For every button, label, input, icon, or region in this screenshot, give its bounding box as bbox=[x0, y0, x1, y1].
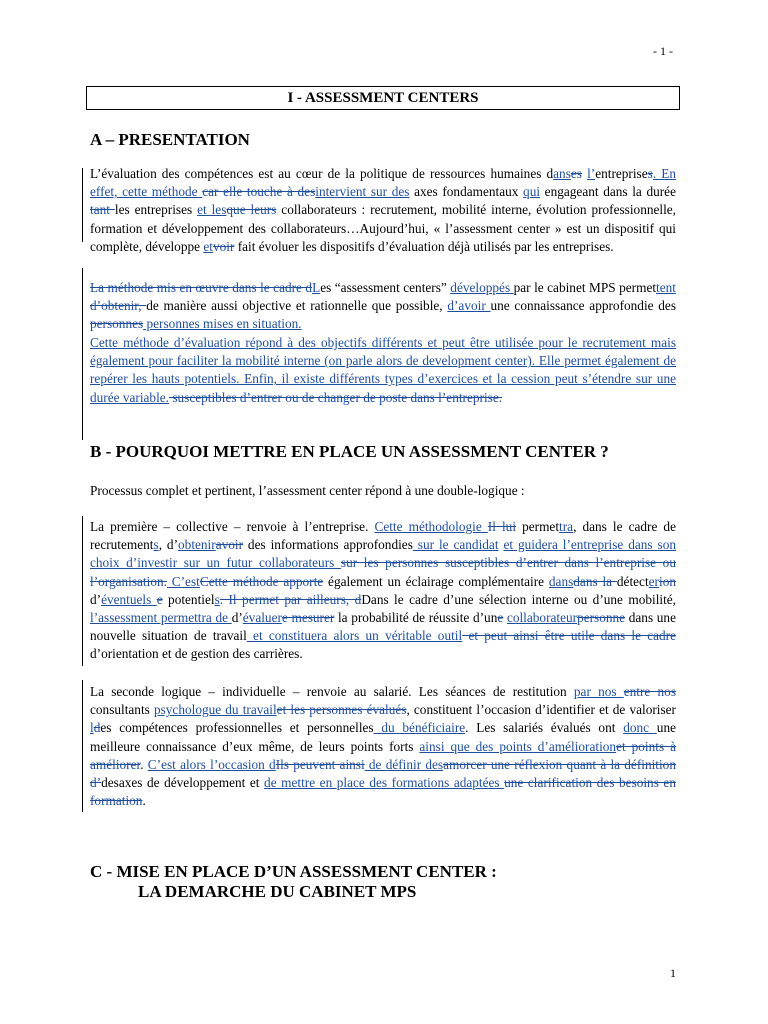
inserted-text: et les bbox=[197, 202, 227, 218]
document-title: I - ASSESSMENT CENTERS bbox=[86, 86, 680, 110]
text-run: axes fondamentaux bbox=[409, 184, 524, 200]
inserted-text: C’est alors l’occasion d bbox=[147, 756, 276, 772]
deleted-text: et peut ainsi être utile dans le cadre bbox=[462, 628, 676, 644]
text-run: es compétences professionnelles et personnelles bbox=[100, 720, 374, 736]
text-run: d’ bbox=[231, 610, 243, 626]
inserted-text: et guidera l’entreprise dans son choix d’investir sur un futur collaborateurs bbox=[90, 537, 676, 571]
text-run: dans une nouvelle situation de travail bbox=[90, 610, 676, 644]
text-run: . bbox=[142, 793, 146, 809]
text-run: . bbox=[140, 756, 148, 772]
inserted-text: l bbox=[90, 720, 94, 736]
text-run: entreprise bbox=[595, 166, 648, 181]
deleted-text: sur les personnes susceptibles d’entrer dans l’entreprise ou l’organisation. bbox=[90, 555, 676, 589]
text-run: d’ bbox=[90, 591, 102, 607]
text-run: des informations approfondies bbox=[243, 537, 413, 553]
inserted-text: et bbox=[203, 238, 213, 254]
inserted-text: intervient sur des bbox=[315, 184, 410, 200]
text-run: , constituent l’occasion d’identifier et de valoriser bbox=[406, 702, 676, 718]
inserted-text: évaluer bbox=[242, 610, 282, 626]
text-run: les entreprises bbox=[114, 202, 198, 218]
paragraph-b2 bbox=[90, 683, 676, 810]
deleted-text: Il lui bbox=[487, 519, 517, 534]
text-run: consultants bbox=[90, 702, 154, 718]
text-run: d’orientation et de gestion des carrières. bbox=[90, 646, 303, 662]
deleted-text: que leurs bbox=[226, 202, 277, 218]
inserted-text: par nos bbox=[573, 684, 624, 699]
inserted-text: qui bbox=[523, 184, 541, 200]
inserted-text: personnes mises en situation. bbox=[143, 316, 302, 332]
inserted-text: développés bbox=[450, 280, 514, 295]
inserted-text: de mettre en place des formations adaptées bbox=[264, 775, 505, 791]
section-c-subheading: LA DEMARCHE DU CABINET MPS bbox=[138, 882, 417, 901]
text-run: détect bbox=[616, 573, 649, 589]
inserted-text: l’ bbox=[587, 166, 596, 181]
inserted-text: et constituera alors un véritable outil bbox=[246, 628, 463, 644]
inserted-text: d’avoir bbox=[447, 298, 491, 314]
change-bar bbox=[82, 268, 83, 440]
text-run: par le cabinet MPS permet bbox=[513, 280, 657, 295]
deleted-text: entre nos bbox=[623, 684, 676, 699]
text-run: fait évoluer les dispositifs d’évaluation déjà utilisés par les entreprises. bbox=[234, 238, 614, 254]
text-run: nt dans la durée bbox=[588, 184, 676, 200]
deleted-text: e bbox=[156, 591, 163, 607]
deleted-text: et les personnes évalués bbox=[276, 702, 407, 718]
deleted-text: Ils peuvent ainsi bbox=[275, 756, 365, 772]
deleted-text: une clarification des besoins en formation bbox=[90, 775, 676, 809]
text-run: es “assessment centers” bbox=[320, 280, 451, 295]
deleted-text: e bbox=[497, 610, 504, 626]
deleted-text: personne bbox=[577, 610, 626, 626]
deleted-text: personnes bbox=[90, 316, 144, 332]
text-run: collaborateurs : recrutement, mobilité interne, évolution professionnelle, formation et développement des collaborateurs…Aujourd’hui, « l’assessment center » est un dispositif qui complète, développe bbox=[90, 202, 677, 254]
text-run: des bbox=[101, 775, 119, 791]
section-a-heading: A – PRESENTATION bbox=[90, 130, 250, 149]
inserted-text: er bbox=[648, 573, 659, 589]
inserted-text: tent bbox=[656, 280, 676, 295]
inserted-text: donc bbox=[623, 720, 657, 736]
text-run: permet bbox=[516, 519, 560, 534]
paragraph-a2 bbox=[90, 279, 676, 334]
inserted-text: s bbox=[153, 537, 159, 553]
b-intro: Processus complet et pertinent, l’assessment center répond à une double-logique : bbox=[90, 483, 525, 498]
deleted-text: amorcer une réflexion quant à la définition d’ bbox=[90, 756, 676, 791]
inserted-text: éventuels bbox=[101, 591, 157, 607]
change-bar bbox=[82, 168, 83, 242]
inserted-text: ans bbox=[553, 166, 571, 181]
section-b-heading: B - POURQUOI METTRE EN PLACE UN ASSESSMENT CENTER ? bbox=[90, 442, 609, 461]
deleted-text: La méthode mis en œuvre dans le cadre d bbox=[90, 280, 313, 295]
inserted-text: Cette méthodologie bbox=[374, 519, 488, 534]
text-run: , dans le cadre de recrutement bbox=[90, 519, 676, 553]
inserted-text: Cette méthode d’évaluation répond à des objectifs différents et peut être utilisée pour le recrutement mais également pour faciliter la mobilité interne (on parle alors de development center). Elle permet également de repérer les hauts potentiels. Enfin, il existe différents types d’exercices et la cession peut s’étendre sur une durée variable. bbox=[90, 335, 676, 405]
deleted-text: avoir bbox=[215, 537, 244, 553]
deleted-text: voir bbox=[212, 238, 235, 254]
deleted-text: ion bbox=[659, 573, 676, 589]
section-c-heading: C - MISE EN PLACE D’UN ASSESSMENT CENTER : bbox=[90, 862, 497, 881]
inserted-text: s bbox=[214, 591, 220, 607]
paragraph-a1 bbox=[90, 165, 676, 256]
deleted-text: Cette méthode apporte bbox=[199, 573, 324, 589]
page-number-top: - 1 - bbox=[653, 44, 673, 58]
deleted-text: tant bbox=[90, 202, 115, 218]
text-run: engagea bbox=[540, 184, 589, 200]
text-run: La seconde logique – individuelle – renvoie au salarié. Les séances de restitution bbox=[90, 684, 574, 699]
text-run: L’évaluation des compétences est au cœur de la politique de ressources humaines d bbox=[90, 166, 554, 181]
text-run: la probabilité de réussite d’un bbox=[334, 610, 498, 626]
inserted-text: du bénéficiaire bbox=[373, 720, 466, 736]
paragraph-b1 bbox=[90, 518, 676, 664]
deleted-text: car elle touche à des bbox=[202, 184, 316, 200]
text-run: une connaissance approfondie des bbox=[490, 298, 676, 314]
inserted-text: L bbox=[312, 280, 321, 295]
change-bar bbox=[82, 516, 83, 666]
inserted-text: l’assessment permettra de bbox=[90, 610, 232, 626]
deleted-text: dans la bbox=[573, 573, 617, 589]
text-run: une meilleure connaissance d’eux même, de leurs points forts bbox=[90, 720, 676, 754]
inserted-text: de définir des bbox=[364, 756, 444, 772]
deleted-text: et points à améliorer bbox=[90, 738, 677, 772]
inserted-text: collaborateur bbox=[506, 610, 578, 626]
deleted-text: d’obtenir, bbox=[90, 298, 147, 314]
text-run: La première – collective – renvoie à l’entreprise. bbox=[90, 519, 375, 534]
inserted-text: tra bbox=[559, 519, 574, 534]
deleted-text: e mesurer bbox=[281, 610, 335, 626]
inserted-text: sur le candidat bbox=[412, 537, 499, 553]
inserted-text: C’est bbox=[166, 573, 200, 589]
text-run: Dans le cadre d’une sélection interne ou d’une mobilité, bbox=[361, 591, 677, 607]
text-run: potentiel bbox=[162, 591, 215, 607]
page-number-bottom: 1 bbox=[670, 966, 676, 980]
text-run: . Les salariés évalués ont bbox=[465, 720, 624, 736]
deleted-text: s bbox=[647, 166, 653, 181]
inserted-text: psychologue du travail bbox=[153, 702, 277, 718]
text-run: , d’ bbox=[158, 537, 179, 553]
text-run: également un éclairage complémentaire bbox=[323, 573, 549, 589]
change-bar bbox=[82, 680, 83, 812]
deleted-text: es bbox=[570, 166, 582, 181]
deleted-text: d bbox=[93, 720, 101, 736]
deleted-text: susceptibles d’entrer ou de changer de poste dans l’entreprise. bbox=[169, 389, 503, 405]
inserted-text: dans bbox=[548, 573, 574, 589]
text-run: de manière aussi objective et rationnelle que possible, bbox=[146, 298, 448, 314]
inserted-text: obtenir bbox=[178, 537, 216, 553]
paragraph-a3 bbox=[90, 334, 676, 407]
text-run: axes de développement et bbox=[118, 775, 265, 791]
inserted-text: . En effet, cette méthode bbox=[90, 166, 677, 200]
inserted-text: ainsi que des points d’amélioration bbox=[419, 738, 617, 754]
deleted-text: . Il permet par ailleurs, d bbox=[219, 591, 362, 607]
